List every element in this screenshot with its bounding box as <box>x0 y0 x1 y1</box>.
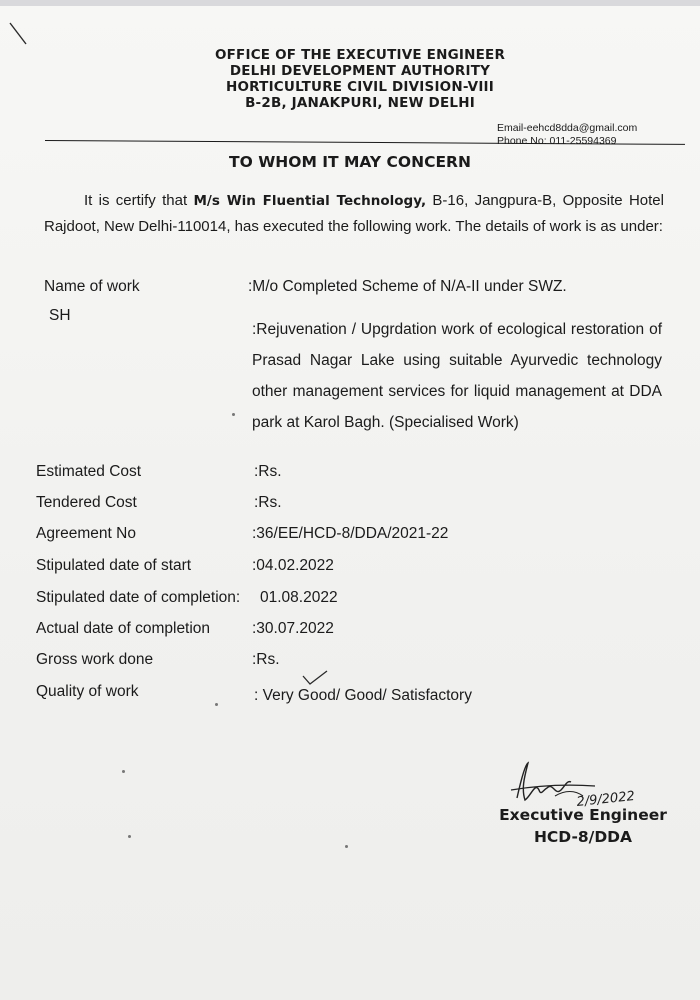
completion-date-value: 01.08.2022 <box>260 589 338 606</box>
letterhead-office: OFFICE OF THE EXECUTIVE ENGINEER <box>214 47 506 63</box>
scan-edge <box>0 0 700 6</box>
contact-email: Email-eehcd8dda@gmail.com <box>497 122 638 134</box>
letterhead-authority: DELHI DEVELOPMENT AUTHORITY <box>229 63 491 79</box>
agreement-no-value: :36/EE/HCD-8/DDA/2021-22 <box>252 525 449 542</box>
sh-label: SH <box>49 307 71 324</box>
actual-date-label: Actual date of completion <box>36 620 211 637</box>
scan-speck <box>128 835 131 838</box>
scan-speck <box>345 845 348 848</box>
signatory-designation: Executive Engineer <box>499 806 667 824</box>
quality-label: Quality of work <box>36 683 139 700</box>
pen-mark <box>6 20 36 50</box>
quality-value: : Very Good/ Good/ Satisfactory <box>254 687 472 704</box>
letterhead-address: B-2B, JANAKPURI, NEW DELHI <box>245 95 475 111</box>
gross-work-value: :Rs. <box>252 651 280 668</box>
letterhead <box>150 47 570 111</box>
contact-phone: Phone No: 011-25594369 <box>497 135 617 147</box>
completion-date-label: Stipulated date of completion: <box>36 589 241 606</box>
intro-paragraph <box>44 188 664 240</box>
actual-date-value: :30.07.2022 <box>252 620 334 637</box>
name-of-work-label: Name of work <box>44 278 140 295</box>
tick-mark <box>300 668 330 688</box>
tendered-cost-value: :Rs. <box>254 494 282 511</box>
intro-prefix: It is certify that <box>84 192 194 209</box>
sh-value: :Rejuvenation / Upgrdation work of ecological restoration of Prasad Nagar Lake using suitable Ayurvedic technology other management services for liquid management at DDA park at Karol Bagh. (Specialised Work) <box>252 321 662 431</box>
agreement-no-label: Agreement No <box>36 525 136 542</box>
start-date-label: Stipulated date of start <box>36 557 192 574</box>
scan-speck <box>215 703 218 706</box>
signatory-block <box>498 804 668 848</box>
gross-work-label: Gross work done <box>36 651 154 668</box>
estimated-cost-value: :Rs. <box>254 463 282 480</box>
signatory-office: HCD-8/DDA <box>533 828 633 846</box>
name-of-work-value: :M/o Completed Scheme of N/A-II under SWZ. <box>248 278 567 295</box>
estimated-cost-label: Estimated Cost <box>36 463 142 480</box>
start-date-value: :04.02.2022 <box>252 557 334 574</box>
signature-date: 2/9/2022 <box>575 788 636 810</box>
scan-speck <box>122 770 125 773</box>
letterhead-division: HORTICULTURE CIVIL DIVISION-VIII <box>226 79 494 95</box>
intro-rest: B-16, Jangpura-B, Opposite Hotel Rajdoot, New Delhi-110014, has executed the following work. The details of work is as under: <box>44 192 664 235</box>
firm-name: M/s Win Fluential Technology, <box>193 193 427 209</box>
tendered-cost-label: Tendered Cost <box>36 494 137 511</box>
scan-speck <box>232 413 235 416</box>
document-title: TO WHOM IT MAY CONCERN <box>229 153 471 171</box>
